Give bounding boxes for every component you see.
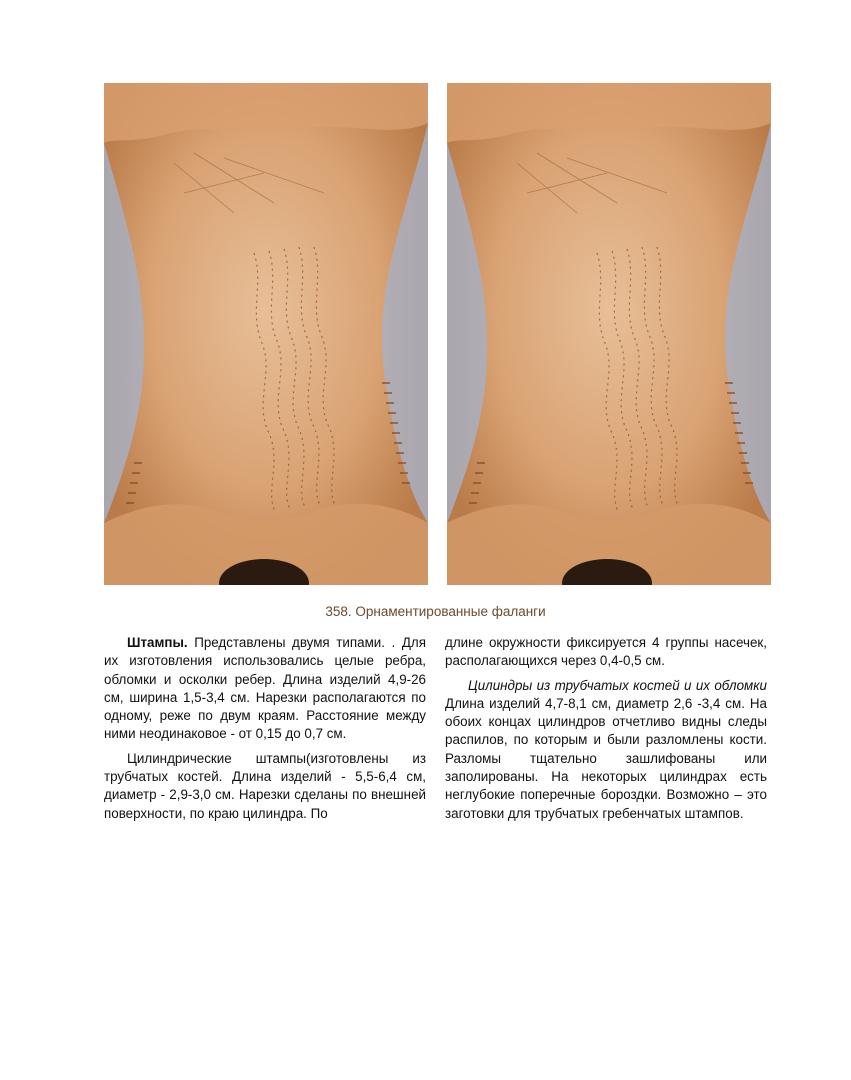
stamps-text: Представлены двумя типами. . Для их изготовления использовались целые ребра, обломки и осколки ребер. Длина изделий 4,9-26 см, ширина 1,5-3,4 см. Нарезки располагаются по одному, реже по двум краям. Расстояние между ними неодинаковое - от 0,15 до 0,7 см. [104, 635, 426, 742]
paragraph-continuation: длине окружности фиксируется 4 группы насечек, располагающихся через 0,4-0,5 см. [445, 635, 767, 669]
phalanx-image-left [104, 83, 428, 585]
stamps-heading: Штампы. [127, 635, 188, 650]
paragraph-cylindrical-stamps: Цилиндрические штампы(изготовлены из трубчатых костей. Длина изделий - 5,5-6,4 см, диаметр - 2,9-3,0 см. Нарезки сделаны по внешней поверхности, по краю цилиндра. По [104, 750, 426, 821]
photo-right [447, 83, 771, 585]
photo-left [104, 83, 428, 585]
text-column-right [445, 634, 767, 823]
paragraph-cylinders [445, 677, 767, 823]
cylinders-heading: Цилиндры из трубчатых костей и их обломки [468, 677, 767, 693]
cylinders-text: Длина изделий 4,7-8,1 см, диаметр 2,6 -3,4 см. На обоих концах цилиндров отчетливо видны следы распилов, по которым и были разломлены кости. Разломы тщательно зашлифованы или заполированы. На некоторых цилиндрах есть неглубокие поперечные бороздки. Возможно – это заготовки для трубчатых гребенчатых штампов. [445, 695, 767, 821]
paragraph-stamps [104, 634, 426, 744]
figure-caption: 358. Орнаментированные фаланги [325, 604, 546, 619]
phalanx-image-right [447, 83, 771, 585]
text-column-left [104, 634, 426, 823]
